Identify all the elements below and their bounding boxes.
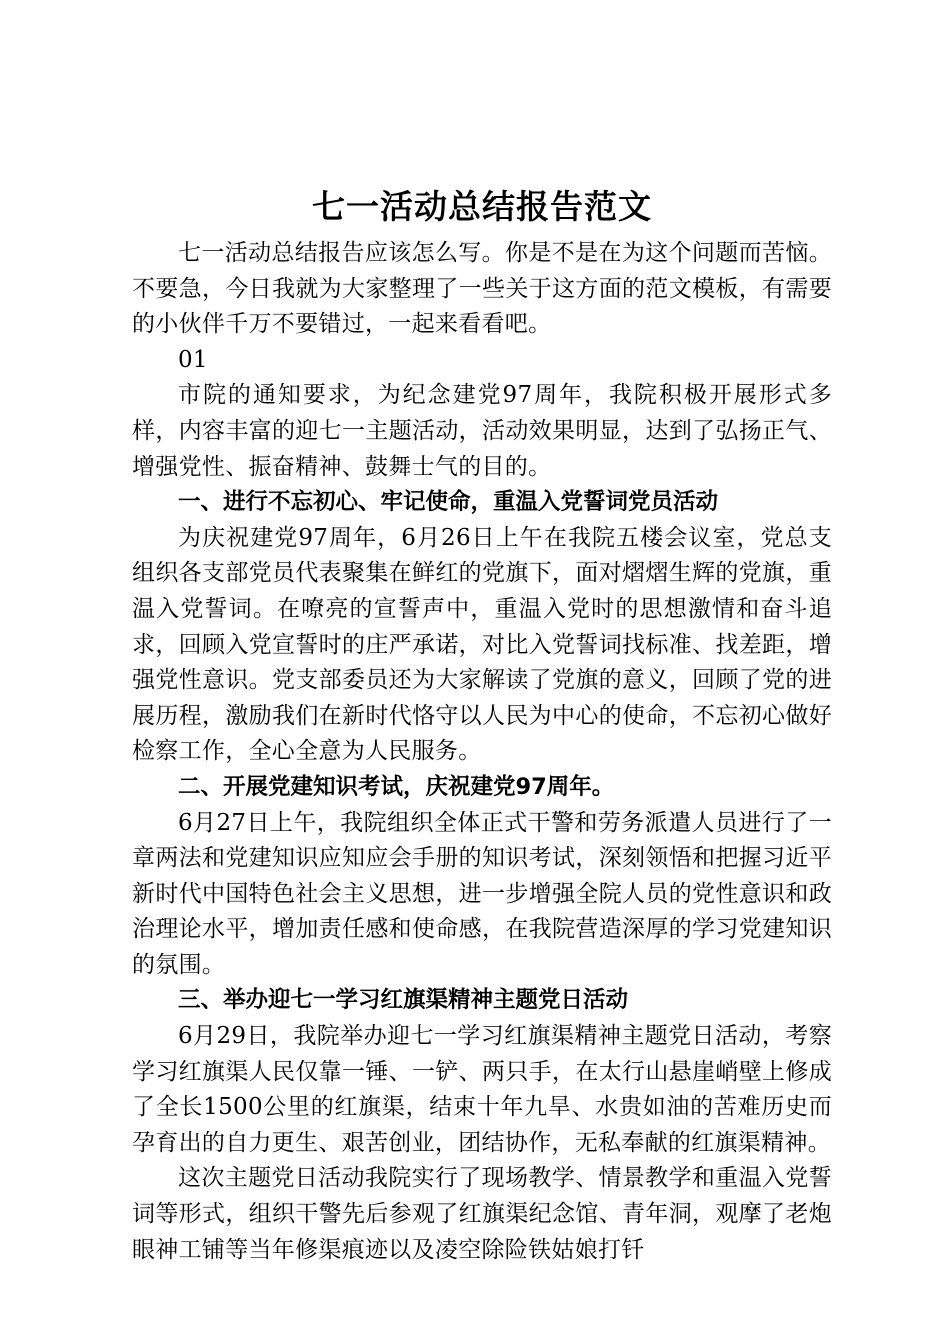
paragraph-2: 为庆祝建党97周年，6月26日上午在我院五楼会议室，党总支组织各支部党员代表聚集在鲜红的党旗下，面对熠熠生辉的党旗，重温入党誓词。在嘹亮的宣誓声中，重温入党时的思想激情和奋斗追求，回顾入党宣誓时的庄严承诺，对比入党誓词找标准、找差距，增强党性意识。党支部委员还为大家解读了党旗的意义，回顾了党的进展历程，激励我们在新时代恪守以人民为中心的使命，不忘初心做好检察工作，全心全意为人民服务。 bbox=[132, 524, 832, 765]
paragraph-4: 6月29日，我院举办迎七一学习红旗渠精神主题党日活动，考察学习红旗渠人民仅靠一锤、一铲、两只手，在太行山悬崖峭壁上修成了全长1500公里的红旗渠，结束十年九旱、水贵如油的苦难历史而孕育出的自力更生、艰苦创业，团结协作，无私奉献的红旗渠精神。 bbox=[132, 1023, 832, 1156]
paragraph-5: 这次主题党日活动我院实行了现场教学、情景教学和重温入党誓词等形式，组织干警先后参观了红旗渠纪念馆、青年洞，观摩了老炮眼神工铺等当年修渠痕迹以及凌空除险铁姑娘打钎 bbox=[132, 1165, 832, 1263]
heading-2: 二、开展党建知识考试，庆祝建党97周年。 bbox=[178, 773, 615, 800]
document-page bbox=[132, 184, 832, 1268]
section-number: 01 bbox=[178, 346, 208, 373]
paragraph-3: 6月27日上午，我院组织全体正式干警和劳务派遣人员进行了一章两法和党建知识应知应会手册的知识考试，深刻领悟和把握习近平新时代中国特色社会主义思想，进一步增强全院人员的党性意识和政治理论水平，增加责任感和使命感，在我院营造深厚的学习党建知识的氛围。 bbox=[132, 809, 832, 978]
intro-paragraph: 七一活动总结报告应该怎么写。你是不是在为这个问题而苦恼。不要急，今日我就为大家整理了一些关于这方面的范文模板，有需要的小伙伴千万不要错过，一起来看看吧。 bbox=[132, 240, 832, 338]
heading-3: 三、举办迎七一学习红旗渠精神主题党日活动 bbox=[178, 987, 629, 1014]
heading-1: 一、进行不忘初心、牢记使命，重温入党誓词党员活动 bbox=[178, 489, 719, 516]
document-title: 七一活动总结报告范文 bbox=[312, 187, 652, 226]
paragraph-1: 市院的通知要求，为纪念建党97周年，我院积极开展形式多样，内容丰富的迎七一主题活动，活动效果明显，达到了弘扬正气、增强党性、振奋精神、鼓舞士气的目的。 bbox=[132, 382, 832, 480]
